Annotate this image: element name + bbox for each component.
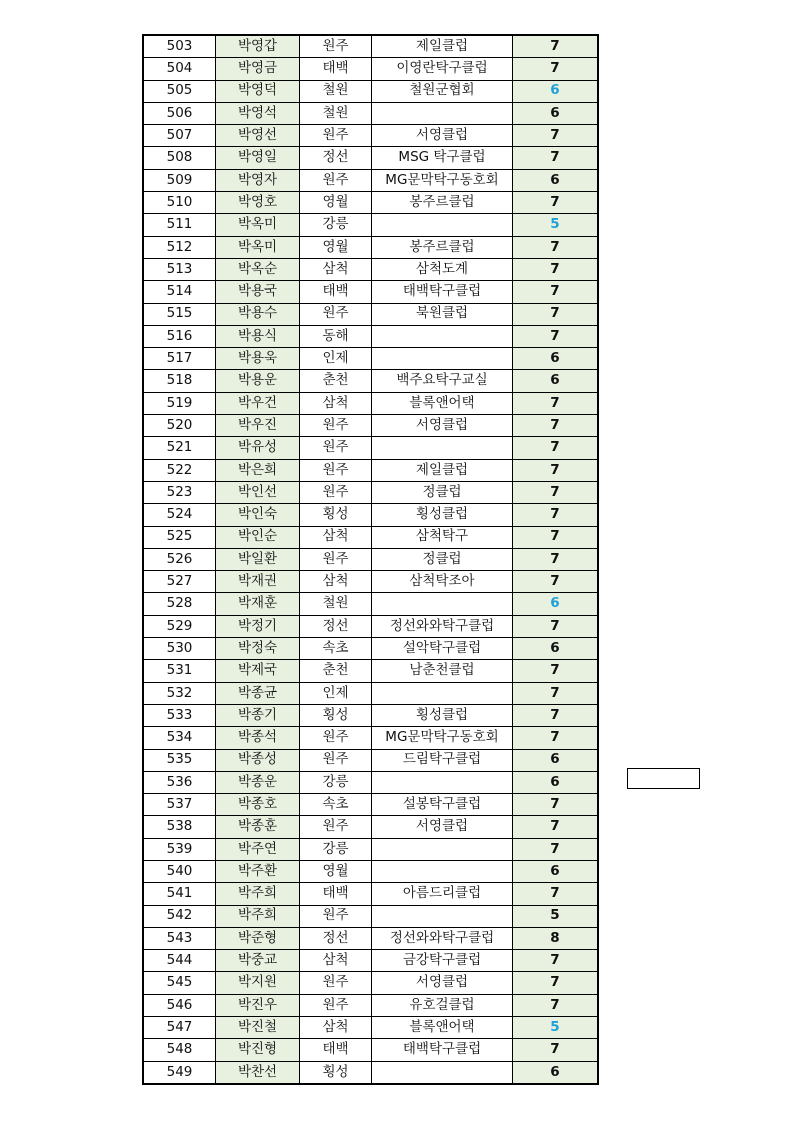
member-region: 원주 bbox=[300, 905, 372, 927]
member-name: 박인숙 bbox=[216, 504, 300, 526]
member-region: 삼척 bbox=[300, 571, 372, 593]
member-club: 이영란탁구클럽 bbox=[372, 58, 513, 80]
table-row bbox=[143, 214, 598, 236]
row-number: 507 bbox=[143, 125, 216, 147]
member-club: 블록앤어택 bbox=[372, 392, 513, 414]
member-club: 백주요탁구교실 bbox=[372, 370, 513, 392]
member-region: 횡성 bbox=[300, 504, 372, 526]
row-number: 504 bbox=[143, 58, 216, 80]
member-club: 철원군협회 bbox=[372, 80, 513, 102]
member-region: 영월 bbox=[300, 192, 372, 214]
member-club: MG문막탁구동호회 bbox=[372, 169, 513, 191]
member-region: 철원 bbox=[300, 593, 372, 615]
member-name: 박진형 bbox=[216, 1039, 300, 1061]
row-number: 539 bbox=[143, 838, 216, 860]
table-row bbox=[143, 593, 598, 615]
member-grade: 7 bbox=[513, 147, 599, 169]
member-region: 춘천 bbox=[300, 370, 372, 392]
member-region: 원주 bbox=[300, 972, 372, 994]
table-row bbox=[143, 415, 598, 437]
row-number: 516 bbox=[143, 325, 216, 347]
table-row bbox=[143, 883, 598, 905]
member-club: 블록앤어택 bbox=[372, 1017, 513, 1039]
member-club: 남춘천클럽 bbox=[372, 660, 513, 682]
member-name: 박인순 bbox=[216, 526, 300, 548]
member-club: 제일클럽 bbox=[372, 35, 513, 58]
table-row bbox=[143, 950, 598, 972]
member-club: 서영클럽 bbox=[372, 972, 513, 994]
member-name: 박주연 bbox=[216, 838, 300, 860]
row-number: 538 bbox=[143, 816, 216, 838]
member-region: 춘천 bbox=[300, 660, 372, 682]
member-name: 박정숙 bbox=[216, 638, 300, 660]
member-region: 태백 bbox=[300, 281, 372, 303]
member-club bbox=[372, 905, 513, 927]
member-club: 삼척탁구 bbox=[372, 526, 513, 548]
member-region: 정선 bbox=[300, 927, 372, 949]
table-row bbox=[143, 1061, 598, 1084]
table-row bbox=[143, 526, 598, 548]
table-row bbox=[143, 660, 598, 682]
row-number: 514 bbox=[143, 281, 216, 303]
member-grade: 6 bbox=[513, 169, 599, 191]
table-row bbox=[143, 481, 598, 503]
member-grade: 6 bbox=[513, 638, 599, 660]
row-number: 547 bbox=[143, 1017, 216, 1039]
member-region: 원주 bbox=[300, 994, 372, 1016]
row-number: 540 bbox=[143, 860, 216, 882]
member-name: 박영호 bbox=[216, 192, 300, 214]
table-row bbox=[143, 816, 598, 838]
member-grade: 7 bbox=[513, 281, 599, 303]
member-region: 원주 bbox=[300, 437, 372, 459]
member-region: 강릉 bbox=[300, 838, 372, 860]
member-name: 박영덕 bbox=[216, 80, 300, 102]
member-name: 박제국 bbox=[216, 660, 300, 682]
row-number: 506 bbox=[143, 102, 216, 124]
row-number: 541 bbox=[143, 883, 216, 905]
member-grade: 7 bbox=[513, 950, 599, 972]
member-grade: 6 bbox=[513, 860, 599, 882]
member-name: 박종훈 bbox=[216, 816, 300, 838]
row-number: 545 bbox=[143, 972, 216, 994]
member-region: 원주 bbox=[300, 727, 372, 749]
member-grade: 7 bbox=[513, 972, 599, 994]
row-number: 522 bbox=[143, 459, 216, 481]
member-region: 속초 bbox=[300, 638, 372, 660]
table-row bbox=[143, 236, 598, 258]
member-region: 삼척 bbox=[300, 258, 372, 280]
member-grade: 7 bbox=[513, 1039, 599, 1061]
member-club bbox=[372, 860, 513, 882]
member-club: 북원클럽 bbox=[372, 303, 513, 325]
row-number: 546 bbox=[143, 994, 216, 1016]
row-number: 527 bbox=[143, 571, 216, 593]
member-name: 박종운 bbox=[216, 771, 300, 793]
member-grade: 6 bbox=[513, 749, 599, 771]
member-club: 정선와와탁구클럽 bbox=[372, 927, 513, 949]
row-number: 515 bbox=[143, 303, 216, 325]
member-club: 태백탁구클럽 bbox=[372, 1039, 513, 1061]
member-grade: 7 bbox=[513, 192, 599, 214]
member-club: 정클럽 bbox=[372, 548, 513, 570]
table-row bbox=[143, 303, 598, 325]
table-row bbox=[143, 615, 598, 637]
table-row bbox=[143, 258, 598, 280]
member-club bbox=[372, 348, 513, 370]
table-row bbox=[143, 147, 598, 169]
member-grade: 8 bbox=[513, 927, 599, 949]
member-grade: 7 bbox=[513, 437, 599, 459]
member-grade: 7 bbox=[513, 303, 599, 325]
member-region: 강릉 bbox=[300, 214, 372, 236]
member-region: 원주 bbox=[300, 481, 372, 503]
member-grade: 7 bbox=[513, 548, 599, 570]
member-region: 정선 bbox=[300, 147, 372, 169]
member-grade: 7 bbox=[513, 794, 599, 816]
row-number: 534 bbox=[143, 727, 216, 749]
member-name: 박인선 bbox=[216, 481, 300, 503]
table-row bbox=[143, 838, 598, 860]
member-region: 철원 bbox=[300, 102, 372, 124]
table-row bbox=[143, 794, 598, 816]
member-club: MG문막탁구동호회 bbox=[372, 727, 513, 749]
member-club: 정클럽 bbox=[372, 481, 513, 503]
member-region: 원주 bbox=[300, 169, 372, 191]
table-row bbox=[143, 860, 598, 882]
member-grade: 6 bbox=[513, 771, 599, 793]
member-grade: 7 bbox=[513, 258, 599, 280]
member-grade: 7 bbox=[513, 660, 599, 682]
member-region: 인제 bbox=[300, 348, 372, 370]
row-number: 508 bbox=[143, 147, 216, 169]
table-row bbox=[143, 704, 598, 726]
member-region: 동해 bbox=[300, 325, 372, 347]
row-number: 537 bbox=[143, 794, 216, 816]
member-region: 영월 bbox=[300, 236, 372, 258]
member-region: 원주 bbox=[300, 749, 372, 771]
row-number: 510 bbox=[143, 192, 216, 214]
row-number: 532 bbox=[143, 682, 216, 704]
row-number: 536 bbox=[143, 771, 216, 793]
member-name: 박영일 bbox=[216, 147, 300, 169]
member-club bbox=[372, 1061, 513, 1084]
member-club bbox=[372, 325, 513, 347]
member-club: 삼척탁조아 bbox=[372, 571, 513, 593]
member-region: 횡성 bbox=[300, 704, 372, 726]
member-grade: 6 bbox=[513, 1061, 599, 1084]
table-row bbox=[143, 437, 598, 459]
member-name: 박중교 bbox=[216, 950, 300, 972]
member-grade: 7 bbox=[513, 682, 599, 704]
row-number: 535 bbox=[143, 749, 216, 771]
table-row bbox=[143, 325, 598, 347]
empty-cell-box bbox=[627, 768, 700, 789]
member-club bbox=[372, 437, 513, 459]
row-number: 529 bbox=[143, 615, 216, 637]
row-number: 512 bbox=[143, 236, 216, 258]
member-name: 박주희 bbox=[216, 883, 300, 905]
table-row bbox=[143, 571, 598, 593]
row-number: 530 bbox=[143, 638, 216, 660]
row-number: 548 bbox=[143, 1039, 216, 1061]
member-name: 박용수 bbox=[216, 303, 300, 325]
row-number: 503 bbox=[143, 35, 216, 58]
member-name: 박종균 bbox=[216, 682, 300, 704]
member-table-body bbox=[143, 35, 598, 1084]
member-grade: 7 bbox=[513, 58, 599, 80]
member-name: 박지원 bbox=[216, 972, 300, 994]
member-club: 설봉탁구클럽 bbox=[372, 794, 513, 816]
member-grade: 6 bbox=[513, 593, 599, 615]
member-name: 박영자 bbox=[216, 169, 300, 191]
member-grade: 7 bbox=[513, 504, 599, 526]
member-region: 원주 bbox=[300, 415, 372, 437]
member-grade: 6 bbox=[513, 348, 599, 370]
member-region: 영월 bbox=[300, 860, 372, 882]
table-row bbox=[143, 994, 598, 1016]
member-club: 봉주르클럽 bbox=[372, 236, 513, 258]
member-name: 박영선 bbox=[216, 125, 300, 147]
member-name: 박종석 bbox=[216, 727, 300, 749]
member-club: 설악탁구클럽 bbox=[372, 638, 513, 660]
member-region: 원주 bbox=[300, 816, 372, 838]
member-region: 원주 bbox=[300, 548, 372, 570]
member-club bbox=[372, 102, 513, 124]
table-row bbox=[143, 1039, 598, 1061]
member-club: 삼척도계 bbox=[372, 258, 513, 280]
member-region: 원주 bbox=[300, 125, 372, 147]
row-number: 543 bbox=[143, 927, 216, 949]
member-name: 박정기 bbox=[216, 615, 300, 637]
table-row bbox=[143, 80, 598, 102]
member-grade: 7 bbox=[513, 816, 599, 838]
table-row bbox=[143, 102, 598, 124]
member-grade: 7 bbox=[513, 994, 599, 1016]
member-name: 박진철 bbox=[216, 1017, 300, 1039]
member-region: 강릉 bbox=[300, 771, 372, 793]
row-number: 511 bbox=[143, 214, 216, 236]
member-name: 박용식 bbox=[216, 325, 300, 347]
table-row bbox=[143, 192, 598, 214]
member-name: 박찬선 bbox=[216, 1061, 300, 1084]
row-number: 517 bbox=[143, 348, 216, 370]
member-name: 박재훈 bbox=[216, 593, 300, 615]
member-club: 태백탁구클럽 bbox=[372, 281, 513, 303]
row-number: 518 bbox=[143, 370, 216, 392]
table-row bbox=[143, 972, 598, 994]
member-grade: 6 bbox=[513, 80, 599, 102]
member-name: 박준형 bbox=[216, 927, 300, 949]
member-grade: 7 bbox=[513, 727, 599, 749]
row-number: 513 bbox=[143, 258, 216, 280]
member-region: 삼척 bbox=[300, 1017, 372, 1039]
member-region: 횡성 bbox=[300, 1061, 372, 1084]
table-row bbox=[143, 125, 598, 147]
member-name: 박은희 bbox=[216, 459, 300, 481]
member-name: 박영갑 bbox=[216, 35, 300, 58]
member-club: 금강탁구클럽 bbox=[372, 950, 513, 972]
member-grade: 7 bbox=[513, 838, 599, 860]
member-region: 태백 bbox=[300, 58, 372, 80]
member-grade: 7 bbox=[513, 704, 599, 726]
table-row bbox=[143, 548, 598, 570]
member-club: 정선와와탁구클럽 bbox=[372, 615, 513, 637]
table-row bbox=[143, 1017, 598, 1039]
member-club bbox=[372, 682, 513, 704]
member-region: 삼척 bbox=[300, 526, 372, 548]
member-grade: 6 bbox=[513, 370, 599, 392]
member-name: 박영석 bbox=[216, 102, 300, 124]
member-name: 박옥미 bbox=[216, 214, 300, 236]
row-number: 523 bbox=[143, 481, 216, 503]
member-club bbox=[372, 771, 513, 793]
member-name: 박옥미 bbox=[216, 236, 300, 258]
table-row bbox=[143, 348, 598, 370]
member-region: 삼척 bbox=[300, 950, 372, 972]
row-number: 526 bbox=[143, 548, 216, 570]
member-club: 유호걸클럽 bbox=[372, 994, 513, 1016]
member-name: 박종기 bbox=[216, 704, 300, 726]
row-number: 525 bbox=[143, 526, 216, 548]
member-name: 박용운 bbox=[216, 370, 300, 392]
member-grade: 7 bbox=[513, 415, 599, 437]
row-number: 505 bbox=[143, 80, 216, 102]
member-club: MSG 탁구클럽 bbox=[372, 147, 513, 169]
member-region: 속초 bbox=[300, 794, 372, 816]
member-name: 박재권 bbox=[216, 571, 300, 593]
row-number: 533 bbox=[143, 704, 216, 726]
row-number: 542 bbox=[143, 905, 216, 927]
table-row bbox=[143, 638, 598, 660]
table-row bbox=[143, 58, 598, 80]
row-number: 509 bbox=[143, 169, 216, 191]
table-row bbox=[143, 727, 598, 749]
member-club: 봉주르클럽 bbox=[372, 192, 513, 214]
table-row bbox=[143, 927, 598, 949]
member-region: 태백 bbox=[300, 883, 372, 905]
member-club: 제일클럽 bbox=[372, 459, 513, 481]
member-club: 드림탁구클럽 bbox=[372, 749, 513, 771]
member-name: 박주희 bbox=[216, 905, 300, 927]
member-region: 삼척 bbox=[300, 392, 372, 414]
member-grade: 6 bbox=[513, 102, 599, 124]
member-club: 서영클럽 bbox=[372, 415, 513, 437]
member-region: 원주 bbox=[300, 35, 372, 58]
table-row bbox=[143, 281, 598, 303]
member-name: 박진우 bbox=[216, 994, 300, 1016]
member-region: 철원 bbox=[300, 80, 372, 102]
member-name: 박주환 bbox=[216, 860, 300, 882]
member-grade: 7 bbox=[513, 883, 599, 905]
member-club: 서영클럽 bbox=[372, 125, 513, 147]
member-region: 인제 bbox=[300, 682, 372, 704]
member-name: 박우건 bbox=[216, 392, 300, 414]
table-row bbox=[143, 392, 598, 414]
table-row bbox=[143, 35, 598, 58]
member-region: 원주 bbox=[300, 303, 372, 325]
member-grade: 5 bbox=[513, 1017, 599, 1039]
member-grade: 5 bbox=[513, 214, 599, 236]
table-row bbox=[143, 771, 598, 793]
member-name: 박용욱 bbox=[216, 348, 300, 370]
member-grade: 7 bbox=[513, 571, 599, 593]
member-grade: 5 bbox=[513, 905, 599, 927]
table-row bbox=[143, 749, 598, 771]
member-name: 박종호 bbox=[216, 794, 300, 816]
row-number: 544 bbox=[143, 950, 216, 972]
member-name: 박유성 bbox=[216, 437, 300, 459]
member-grade: 7 bbox=[513, 481, 599, 503]
row-number: 521 bbox=[143, 437, 216, 459]
member-club: 서영클럽 bbox=[372, 816, 513, 838]
member-grade: 7 bbox=[513, 526, 599, 548]
row-number: 528 bbox=[143, 593, 216, 615]
member-grade: 7 bbox=[513, 35, 599, 58]
member-grade: 7 bbox=[513, 236, 599, 258]
member-club bbox=[372, 838, 513, 860]
member-name: 박영금 bbox=[216, 58, 300, 80]
member-grade: 7 bbox=[513, 125, 599, 147]
member-club: 횡성클럽 bbox=[372, 504, 513, 526]
table-row bbox=[143, 169, 598, 191]
row-number: 520 bbox=[143, 415, 216, 437]
row-number: 531 bbox=[143, 660, 216, 682]
table-row bbox=[143, 905, 598, 927]
member-club bbox=[372, 214, 513, 236]
member-grade: 7 bbox=[513, 392, 599, 414]
table-row bbox=[143, 370, 598, 392]
member-table bbox=[142, 34, 599, 1085]
member-name: 박종성 bbox=[216, 749, 300, 771]
member-name: 박일환 bbox=[216, 548, 300, 570]
member-name: 박용국 bbox=[216, 281, 300, 303]
member-club: 아름드리클럽 bbox=[372, 883, 513, 905]
table-row bbox=[143, 504, 598, 526]
member-grade: 7 bbox=[513, 459, 599, 481]
row-number: 524 bbox=[143, 504, 216, 526]
member-grade: 7 bbox=[513, 615, 599, 637]
member-name: 박옥순 bbox=[216, 258, 300, 280]
member-region: 원주 bbox=[300, 459, 372, 481]
member-region: 태백 bbox=[300, 1039, 372, 1061]
table-row bbox=[143, 459, 598, 481]
member-club bbox=[372, 593, 513, 615]
member-region: 정선 bbox=[300, 615, 372, 637]
row-number: 519 bbox=[143, 392, 216, 414]
member-name: 박우진 bbox=[216, 415, 300, 437]
member-club: 횡성클럽 bbox=[372, 704, 513, 726]
row-number: 549 bbox=[143, 1061, 216, 1084]
member-grade: 7 bbox=[513, 325, 599, 347]
table-row bbox=[143, 682, 598, 704]
